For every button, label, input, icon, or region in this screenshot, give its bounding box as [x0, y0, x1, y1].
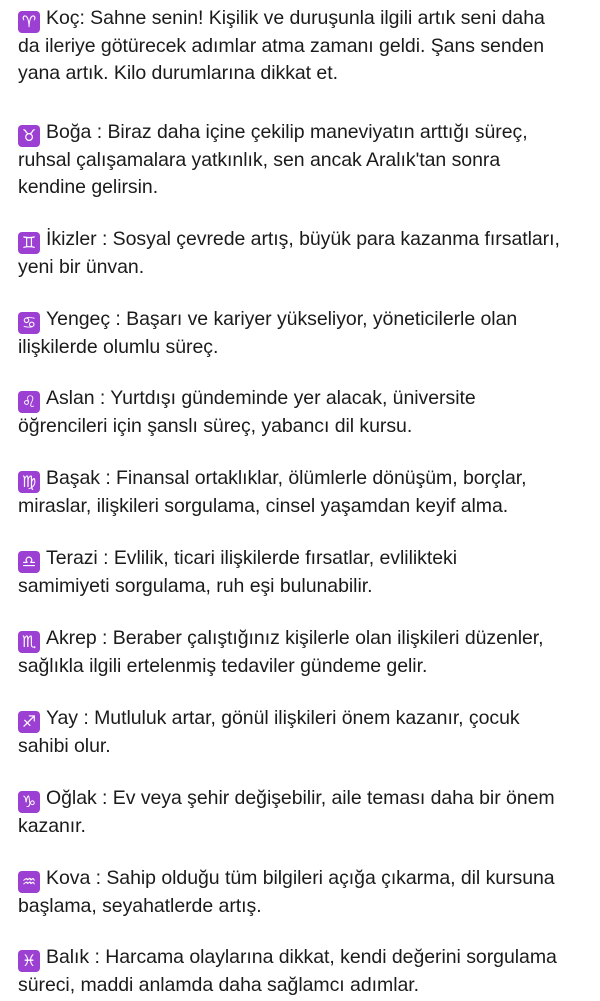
aries-text-line-2: da ileriye götürecek adımlar atma zamanı geldi. Şans senden: [18, 35, 545, 57]
aries-icon: ♈: [18, 11, 40, 33]
scorpio-text-line-1: Akrep : Beraber çalıştığınız kişilerle olan ilişkileri düzenler,: [46, 627, 544, 649]
aquarius-text-line-1: Kova : Sahip olduğu tüm bilgileri açığa çıkarma, dil kursuna: [46, 867, 555, 889]
taurus-icon: ♉: [18, 125, 40, 147]
taurus-text-line-1: Boğa : Biraz daha içine çekilip maneviyatın arttığı süreç,: [46, 121, 528, 143]
virgo-icon: ♍: [18, 471, 40, 493]
leo-text-line-1: Aslan : Yurtdışı gündeminde yer alacak, üniversite: [46, 387, 476, 409]
virgo-text-line-1: Başak : Finansal ortaklıklar, ölümlerle dönüşüm, borçlar,: [46, 467, 527, 489]
leo-text-line-2: öğrencileri için şanslı süreç, yabancı dil kursu.: [18, 415, 413, 437]
cancer-text-line-1: Yengeç : Başarı ve kariyer yükseliyor, yöneticilerle olan: [46, 308, 518, 330]
capricorn-icon: ♑: [18, 791, 40, 813]
virgo-text-line-2: miraslar, ilişkileri sorgulama, cinsel yaşamdan keyif alma.: [18, 495, 509, 517]
libra-entry: [18, 545, 588, 600]
sagittarius-text-line-2: sahibi olur.: [18, 735, 111, 757]
cancer-text-line-2: ilişkilerde olumlu süreç.: [18, 336, 219, 358]
aquarius-icon: ♒: [18, 871, 40, 893]
capricorn-text-line-2: kazanır.: [18, 815, 86, 837]
sagittarius-text-line-1: Yay : Mutluluk artar, gönül ilişkileri önem kazanır, çocuk: [46, 707, 520, 729]
scorpio-icon: ♏: [18, 631, 40, 653]
libra-text-line-2: samimiyeti sorgulama, ruh eşi bulunabilir.: [18, 575, 373, 597]
aries-entry: [18, 5, 588, 87]
aries-text-line-3: yana artık. Kilo durumlarına dikkat et.: [18, 62, 338, 84]
capricorn-entry: [18, 785, 588, 840]
leo-entry: [18, 385, 588, 440]
sagittarius-icon: ♐: [18, 711, 40, 733]
taurus-entry: [18, 119, 588, 201]
pisces-text-line-1: Balık : Harcama olaylarına dikkat, kendi değerini sorgulama: [46, 946, 557, 968]
virgo-entry: [18, 465, 588, 520]
leo-icon: ♌: [18, 391, 40, 413]
pisces-icon: ♓: [18, 950, 40, 972]
pisces-entry: [18, 944, 588, 999]
taurus-text-line-2: ruhsal çalışamalara yatkınlık, sen ancak Aralık'tan sonra: [18, 149, 501, 171]
libra-icon: ♎: [18, 551, 40, 573]
gemini-entry: [18, 226, 588, 281]
scorpio-text-line-2: sağlıkla ilgili ertelenmiş tedaviler gündeme gelir.: [18, 655, 428, 677]
libra-text-line-1: Terazi : Evlilik, ticari ilişkilerde fırsatlar, evlilikteki: [46, 547, 457, 569]
taurus-text-line-3: kendine gelirsin.: [18, 176, 159, 198]
pisces-text-line-2: süreci, maddi anlamda daha sağlamcı adımlar.: [18, 974, 420, 996]
cancer-icon: ♋: [18, 312, 40, 334]
gemini-icon: ♊: [18, 232, 40, 254]
gemini-text-line-2: yeni bir ünvan.: [18, 256, 145, 278]
capricorn-text-line-1: Oğlak : Ev veya şehir değişebilir, aile teması daha bir önem: [46, 787, 555, 809]
sagittarius-entry: [18, 705, 588, 760]
gemini-text-line-1: İkizler : Sosyal çevrede artış, büyük para kazanma fırsatları,: [46, 228, 560, 250]
aries-text-line-1: Koç: Sahne senin! Kişilik ve duruşunla ilgili artık seni daha: [46, 7, 545, 29]
aquarius-entry: [18, 865, 588, 920]
aquarius-text-line-2: başlama, seyahatlerde artış.: [18, 895, 262, 917]
scorpio-entry: [18, 625, 588, 680]
cancer-entry: [18, 306, 588, 361]
